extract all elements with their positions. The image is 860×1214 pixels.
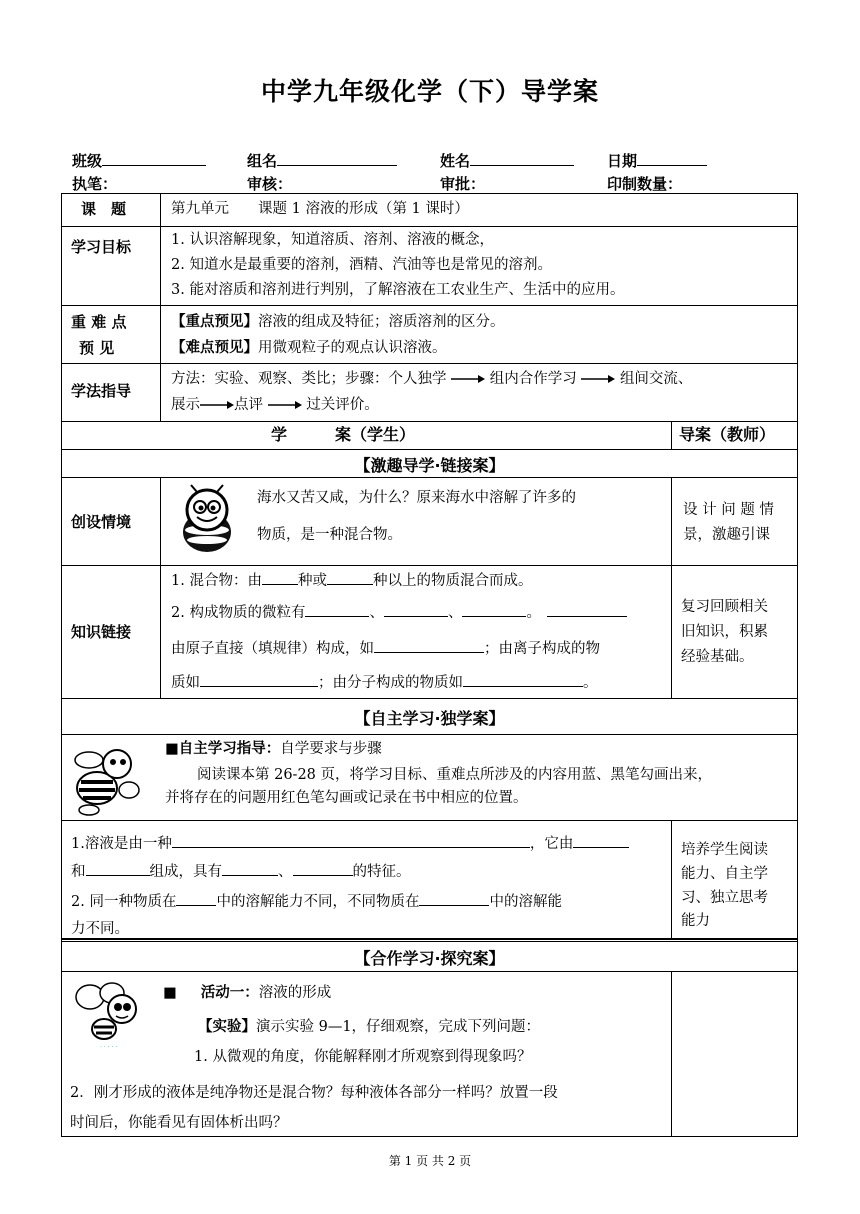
bee-icon — [67, 740, 153, 816]
link-line-2: 2. 构成物质的微粒有 、 、 。 — [171, 601, 627, 624]
activity-tag: 活动一： — [200, 985, 259, 1001]
arrow-icon — [581, 374, 615, 384]
arrow-icon — [200, 400, 234, 410]
section-title-2: 【自主学习·独学案】 — [354, 709, 505, 728]
self-teacher-2: 能力、自主学 — [681, 866, 768, 882]
question-2-line-1: 2．刚才形成的液体是纯净物还是混合物？每种液体各部分一样吗？放置一段 — [70, 1085, 558, 1101]
name-field[interactable] — [440, 150, 574, 171]
activity-line — [163, 982, 331, 1004]
method-text-e: 点评 — [234, 397, 263, 413]
question-2-line-2: 时间后，你能看见有固体析出吗？ — [70, 1115, 288, 1131]
class-label: 班级 — [72, 152, 103, 170]
link-label: 知识链接 — [71, 623, 132, 641]
writer-label: 执笔： — [72, 175, 118, 193]
question-1: 1. 从微观的角度，你能解释刚才所观察到得现象吗？ — [194, 1049, 532, 1065]
approver-label: 审批： — [440, 175, 486, 193]
goal-item-3: 3. 能对溶质和溶剂进行判别，了解溶液在工农业生产、生活中的应用。 — [171, 282, 625, 298]
link-teacher-2: 旧知识，积累 — [681, 624, 768, 640]
method-text-d: 展示 — [171, 397, 200, 413]
student-column-header: 学 案（学生） — [271, 425, 416, 444]
hard-point-text: 用微观粒子的观点认识溶液。 — [258, 340, 447, 356]
difficulties-label: 重 难 点 — [71, 313, 127, 331]
group-label: 组名 — [247, 152, 278, 170]
method-line-1 — [171, 368, 692, 390]
experiment-tag: 【实验】 — [198, 1019, 256, 1035]
method-text-f: 过关评价。 — [306, 397, 379, 413]
experiment-line — [198, 1016, 540, 1038]
difficulties-label-2: 预 见 — [79, 339, 115, 357]
bee-icon — [171, 484, 243, 558]
activity-text: 溶液的形成 — [258, 985, 332, 1001]
scenario-line-1: 海水又苦又咸，为什么？原来海水中溶解了许多的 — [257, 490, 576, 506]
experiment-text: 演示实验 9—1，仔细观察，完成下列问题： — [256, 1019, 541, 1035]
group-field[interactable] — [247, 150, 397, 171]
method-line-2 — [171, 394, 379, 416]
key-point-tag: 【重点预见】 — [171, 314, 258, 330]
scenario-teacher-2: 景，激趣引课 — [683, 527, 770, 543]
date-label: 日期 — [607, 152, 638, 170]
self-teacher-4: 能力 — [681, 913, 710, 929]
study-plan-table — [61, 193, 798, 939]
key-point-text: 溶液的组成及特征；溶质溶剂的区分。 — [258, 314, 505, 330]
page-title: 中学九年级化学（下）导学案 — [260, 77, 599, 106]
goals-label: 学习目标 — [71, 238, 132, 256]
bee-icon — [70, 977, 148, 1051]
guide-line-3: 并将存在的问题用红色笔勾画或记录在书中相应的位置。 — [165, 790, 528, 806]
topic-label: 课 题 — [81, 200, 127, 218]
hard-point — [171, 337, 447, 359]
question-line-2: 和 组成，具有 、 的特征。 — [71, 860, 411, 883]
link-teacher-3: 经验基础。 — [681, 649, 754, 665]
scenario-teacher-1: 设 计 问 题 情 — [683, 502, 774, 518]
link-line-3: 由原子直接（填规律）构成，如 ；由离子构成的物 — [171, 637, 600, 660]
question-line-4: 力不同。 — [71, 921, 129, 937]
method-text-b: 组内合作学习 — [489, 371, 577, 387]
teacher-column-header: 导案（教师） — [679, 425, 776, 444]
goal-item-2: 2. 知道水是最重要的溶剂，酒精、汽油等也是常见的溶剂。 — [171, 257, 552, 273]
arrow-icon — [451, 374, 485, 384]
section-title-1: 【激趣导学·链接案】 — [354, 456, 505, 475]
self-teacher-1: 培养学生阅读 — [681, 842, 768, 858]
class-field[interactable] — [72, 150, 206, 171]
section-title-3: 【合作学习·探究案】 — [354, 949, 505, 968]
activity-mark: ■ — [163, 985, 177, 1001]
arrow-icon — [268, 400, 302, 410]
print-count-label: 印制数量： — [607, 175, 683, 193]
svg-text:· · · · ·: · · · · · — [100, 1044, 118, 1051]
goal-item-1: 1. 认识溶解现象，知道溶质、溶剂、溶液的概念， — [171, 232, 494, 248]
guide-text: 自学要求与步骤 — [280, 741, 382, 757]
reviewer-label: 审核： — [247, 175, 293, 193]
date-field[interactable] — [607, 150, 707, 171]
self-teacher-3: 习、独立思考 — [681, 890, 768, 906]
link-teacher-1: 复习回顾相关 — [681, 599, 768, 615]
link-line-1: 1. 混合物：由 种或 种以上的物质混合而成。 — [171, 569, 532, 592]
topic-value: 第九单元 课题 1 溶液的形成（第 1 课时） — [171, 201, 469, 217]
scenario-line-2: 物质，是一种混合物。 — [257, 527, 402, 543]
guide-line-2: 阅读课本第 26-28 页，将学习目标、重难点所涉及的内容用蓝、黑笔勾画出来， — [197, 767, 713, 783]
page-footer: 第 1 页 共 2 页 — [388, 1154, 472, 1168]
guide-tag: ■自主学习指导： — [165, 741, 281, 757]
name-label: 姓名 — [440, 152, 471, 170]
question-line-3: 2. 同一种物质在 中的溶解能力不同，不同物质在 中的溶解能 — [71, 890, 562, 913]
method-label: 学法指导 — [71, 382, 132, 400]
guide-line-1 — [165, 738, 382, 760]
method-text-c: 组间交流、 — [619, 371, 693, 387]
question-line-1: 1.溶液是由一种 ，它由 — [71, 832, 629, 855]
link-line-4: 质如 ；由分子构成的物质如 。 — [171, 671, 598, 694]
hard-point-tag: 【难点预见】 — [171, 340, 258, 356]
scenario-label: 创设情境 — [71, 513, 132, 531]
key-point — [171, 311, 505, 333]
method-text-a: 方法：实验、观察、类比；步骤：个人独学 — [171, 371, 447, 387]
